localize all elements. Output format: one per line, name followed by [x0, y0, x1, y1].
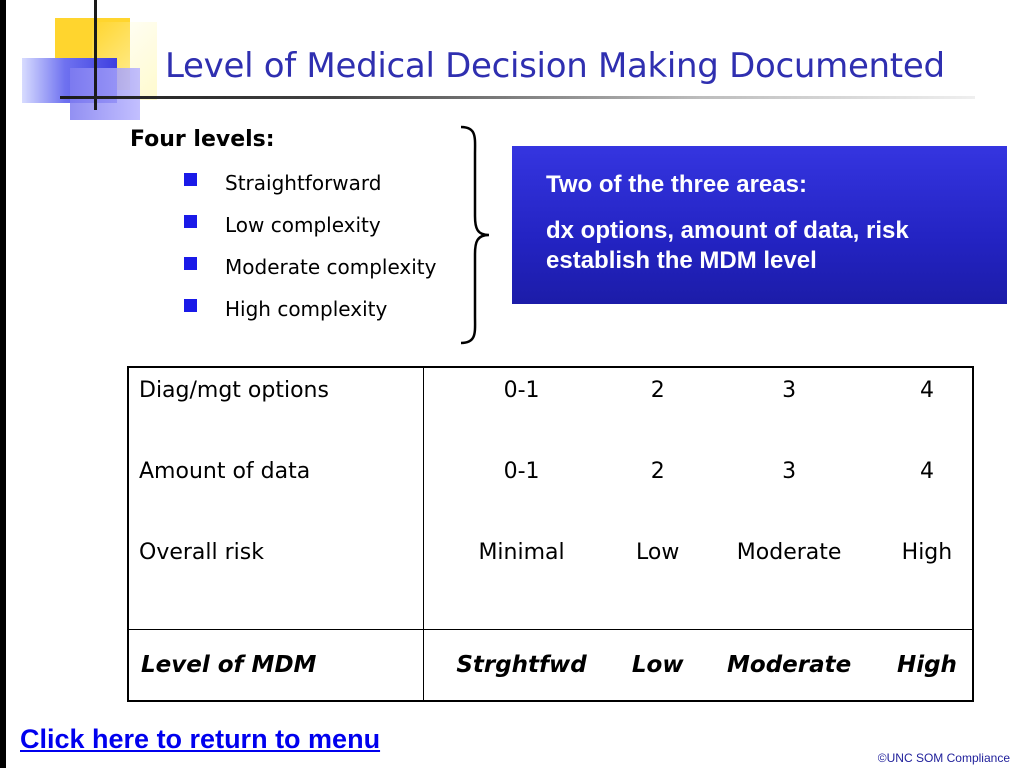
table-cell: 3 — [782, 378, 797, 403]
row-label: Amount of data — [128, 459, 424, 540]
level-item: Moderate complexity — [184, 246, 436, 288]
table-total-row — [128, 629, 973, 701]
right-brace-icon — [455, 124, 495, 346]
table-cell: Moderate — [736, 539, 842, 565]
total-cell: Low — [619, 629, 696, 701]
deco-vertical-line — [94, 0, 97, 110]
table-row — [128, 367, 973, 459]
return-to-menu-link[interactable]: Click here to return to menu — [20, 724, 381, 754]
table-cell: 4 — [919, 378, 934, 403]
mdm-table — [127, 366, 974, 702]
title-underline — [60, 96, 975, 99]
mdm-rule-text: dx options, amount of data, risk establish the MDM level — [546, 217, 909, 274]
row-label: Diag/mgt options — [128, 367, 424, 459]
left-border — [0, 0, 6, 768]
total-cell: Moderate — [696, 629, 882, 701]
mdm-rule-box — [512, 146, 1007, 304]
levels-heading: Four levels: — [130, 127, 275, 152]
slide-title: Level of Medical Decision Making Documented — [165, 46, 945, 86]
table-cell: 2 — [650, 378, 665, 403]
table-cell: 4 — [919, 459, 934, 485]
table-row — [128, 540, 973, 629]
row-label: Overall risk — [128, 540, 424, 629]
deco-violet-square — [70, 68, 140, 120]
square-bullet-icon — [184, 173, 197, 186]
square-bullet-icon — [184, 257, 197, 270]
square-bullet-icon — [184, 215, 197, 228]
table-row — [128, 459, 973, 540]
level-item: Straightforward — [184, 162, 436, 204]
square-bullet-icon — [184, 299, 197, 312]
table-cell: 2 — [650, 459, 665, 485]
total-cell: High — [882, 629, 973, 701]
mdm-rule-heading: Two of the three areas: — [546, 171, 807, 198]
table-cell: High — [901, 539, 953, 565]
table-cell: Low — [636, 539, 680, 565]
table-cell: 3 — [782, 459, 797, 485]
total-label: Level of MDM — [128, 629, 424, 701]
total-cell: Strghtfwd — [424, 629, 620, 701]
table-cell: 0-1 — [503, 378, 540, 403]
table-cell: Minimal — [478, 539, 565, 565]
copyright-notice: ©UNC SOM Compliance — [877, 751, 1010, 765]
table-cell: 0-1 — [503, 459, 540, 485]
level-item: Low complexity — [184, 204, 436, 246]
level-item: High complexity — [184, 288, 436, 330]
levels-list — [130, 127, 436, 330]
